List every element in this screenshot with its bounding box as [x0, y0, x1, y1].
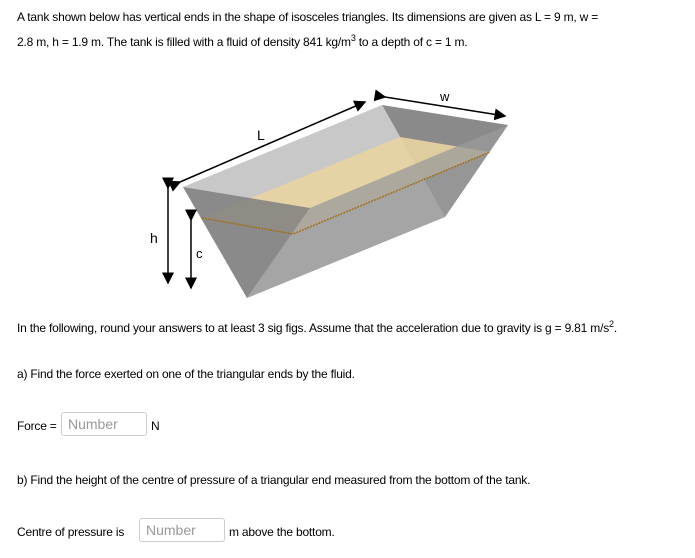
instructions: [17, 319, 617, 335]
force-label: Force =: [17, 419, 57, 433]
problem-text: 2.8 m, h = 1.9 m. The tank is filled with a fluid of density 841 kg/m: [17, 35, 351, 49]
part-a-question: a) Find the force exerted on one of the triangular ends by the fluid.: [17, 367, 355, 381]
centre-pressure-unit: m above the bottom.: [229, 525, 335, 539]
label-L: L: [257, 127, 265, 143]
superscript: 2: [609, 319, 614, 329]
problem-line-1: A tank shown below has vertical ends in the shape of isosceles triangles. Its dimensions are given as L = 9 m, w =: [17, 10, 599, 24]
centre-pressure-label: Centre of pressure is: [17, 525, 125, 539]
part-b-question: b) Find the height of the centre of pressure of a triangular end measured from the bottom of the tank.: [17, 473, 531, 487]
centre-pressure-input[interactable]: [139, 518, 225, 542]
label-w: w: [440, 89, 450, 104]
superscript: 3: [350, 33, 356, 43]
force-unit: N: [151, 419, 160, 433]
problem-text: to a depth of c = 1 m.: [355, 35, 468, 49]
label-h: h: [150, 230, 158, 246]
label-c: c: [196, 246, 203, 261]
instructions-text: .: [613, 321, 617, 335]
instructions-text: In the following, round your answers to at least 3 sig figs. Assume that the acceleration due to gravity is g = 9.81 m/s: [17, 321, 609, 335]
force-input[interactable]: [61, 412, 147, 436]
